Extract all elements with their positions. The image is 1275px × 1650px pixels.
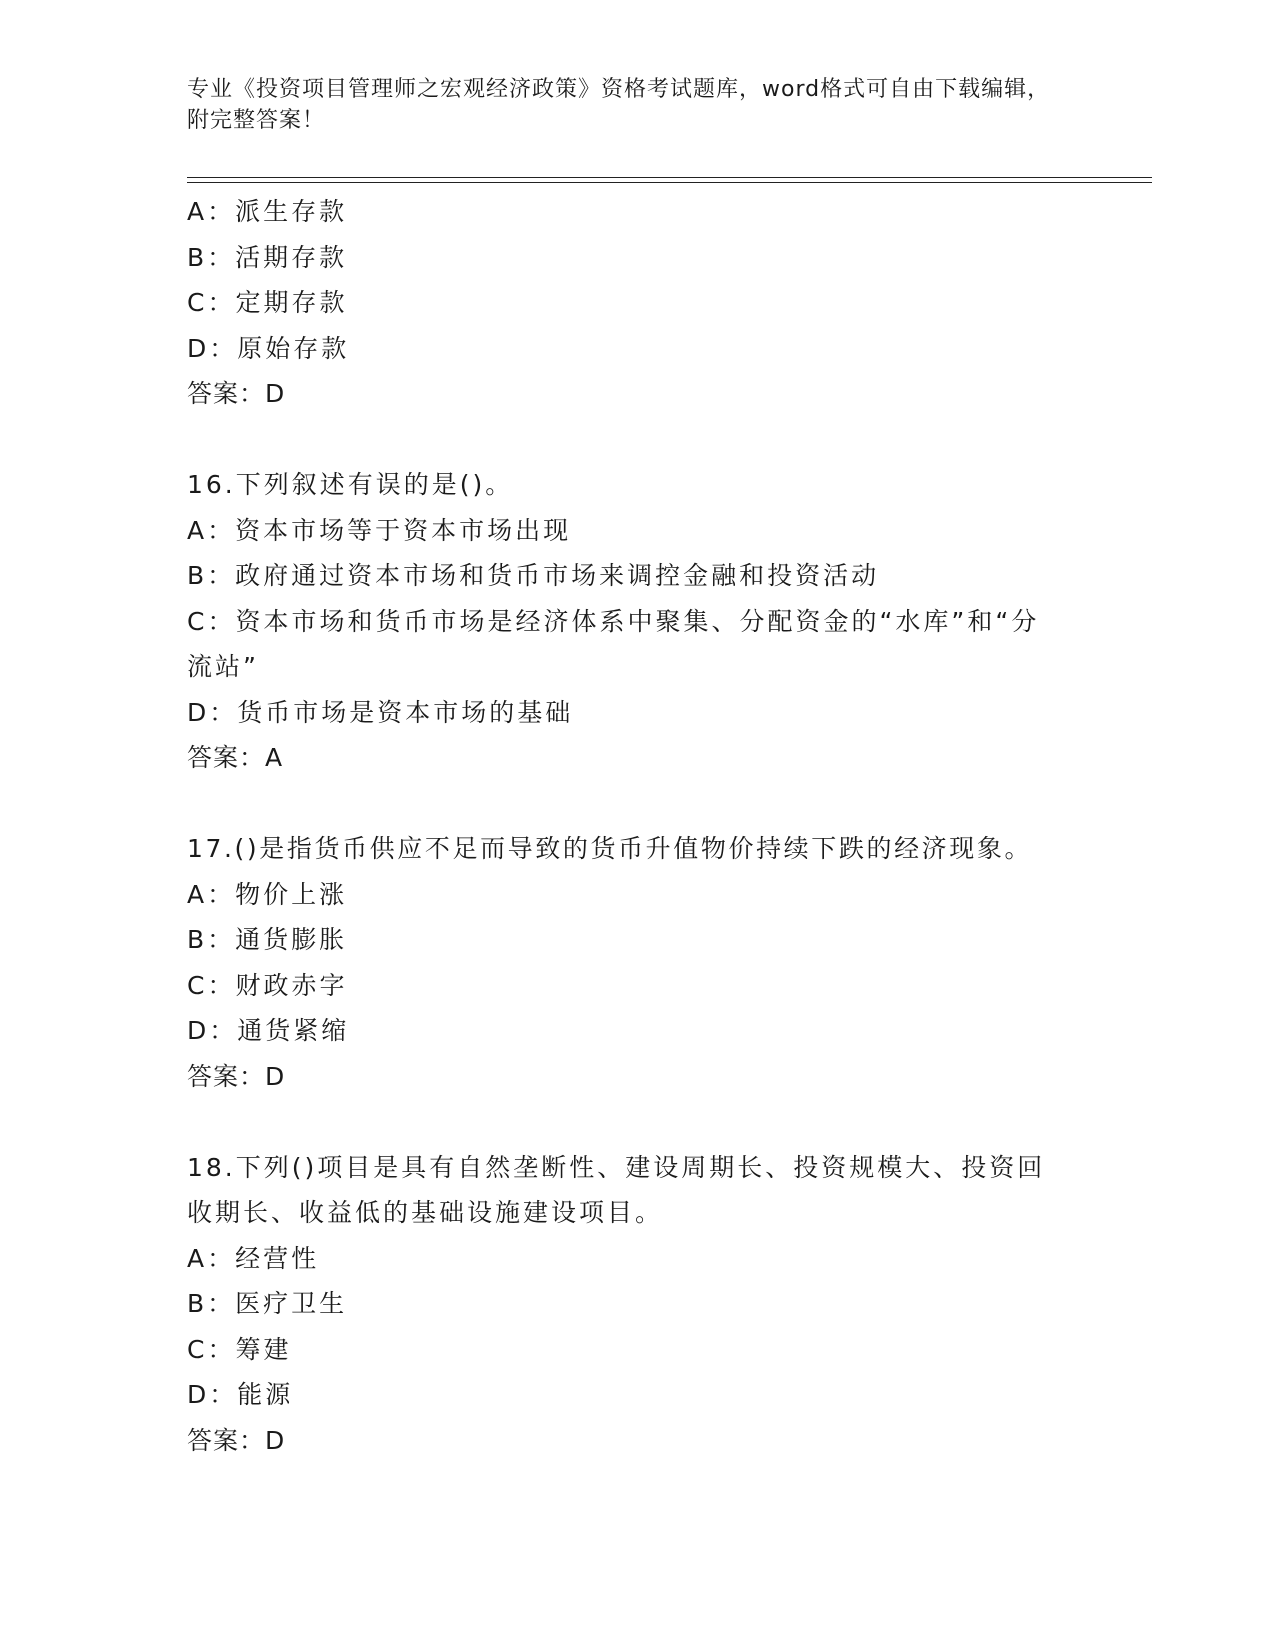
answer: 答案：A (187, 743, 284, 772)
question-18 (187, 1145, 1087, 1464)
spacer (187, 781, 1087, 827)
option-a: A：物价上涨 (187, 879, 348, 909)
option-c: C：筹建 (187, 1334, 292, 1364)
option-d: D：通货紧缩 (187, 1016, 350, 1045)
answer: 答案：D (187, 379, 286, 408)
option-c: C：定期存款 (187, 288, 348, 317)
option-b: B：活期存款 (187, 242, 348, 272)
option-b: B：通货膨胀 (187, 925, 348, 954)
question-stem: 17.()是指货币供应不足而导致的货币升值物价持续下跌的经济现象。 (187, 834, 1033, 863)
question-17 (187, 826, 1087, 1099)
header-divider-bottom (187, 182, 1152, 183)
option-a: A：资本市场等于资本市场出现 (187, 515, 572, 545)
spacer (187, 1099, 1087, 1145)
option-d: D：能源 (187, 1380, 294, 1409)
question-content (187, 189, 1087, 1463)
question-stem: 16.下列叙述有误的是()。 (187, 470, 514, 499)
question-15-continued (187, 189, 1087, 417)
option-a: A：派生存款 (187, 197, 348, 226)
question-stem: 18.下列()项目是具有自然垄断性、建设周期长、投资规模大、投资回收期长、收益低的基础设施建设项目。 (187, 1152, 1046, 1227)
option-c: C：资本市场和货币市场是经济体系中聚集、分配资金的“水库”和“分流站” (187, 606, 1040, 681)
option-b: B：政府通过资本市场和货币市场来调控金融和投资活动 (187, 561, 880, 590)
spacer (187, 417, 1087, 463)
answer: 答案：D (187, 1061, 286, 1091)
document-header: 专业《投资项目管理师之宏观经济政策》资格考试题库，word格式可自由下载编辑，附完整答案！ (187, 77, 1051, 133)
header-divider-top (187, 177, 1152, 178)
answer: 答案：D (187, 1425, 286, 1455)
option-d: D：原始存款 (187, 333, 350, 363)
option-c: C：财政赤字 (187, 970, 348, 1000)
option-d: D：货币市场是资本市场的基础 (187, 697, 574, 727)
option-a: A：经营性 (187, 1243, 320, 1273)
option-b: B：医疗卫生 (187, 1289, 348, 1318)
question-16 (187, 462, 1087, 781)
